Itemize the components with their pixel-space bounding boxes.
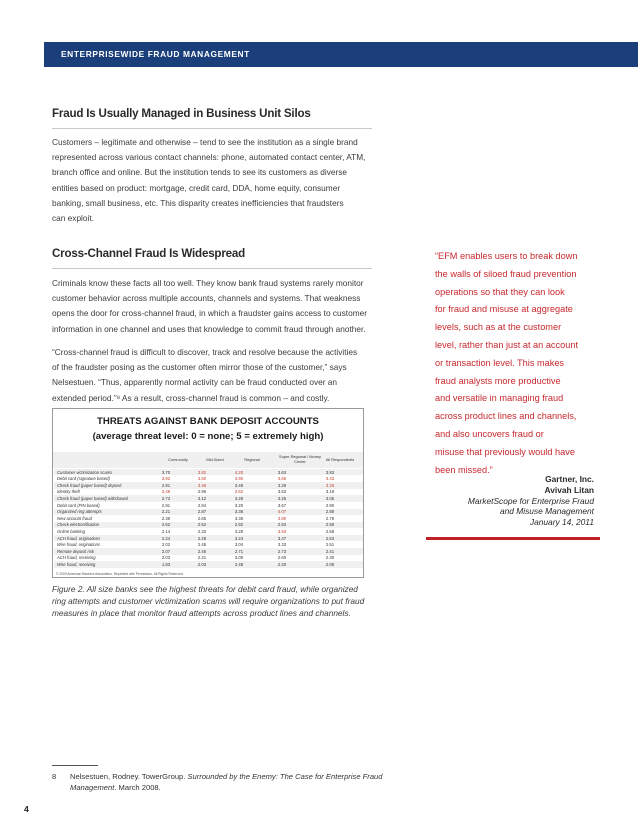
row-value: 2.87	[197, 509, 207, 515]
row-value: 3.36	[234, 509, 244, 515]
table-row	[54, 509, 363, 515]
footnote-title-cont: Management	[70, 783, 115, 792]
row-value: 2.45	[197, 542, 207, 548]
row-label: Remote deposit risk	[57, 548, 95, 554]
attribution-source: and Misuse Management	[499, 506, 594, 517]
row-value: 2.09	[325, 562, 335, 568]
quote-line: operations so that they can look	[435, 286, 565, 297]
row-value: 3.49	[161, 489, 171, 495]
row-label: Online banking	[57, 529, 85, 535]
section-header-bar	[44, 42, 638, 67]
table-subtitle: (average threat level: 0 = none; 5 = extremely high)	[92, 431, 324, 442]
row-value: 2.07	[161, 548, 171, 554]
row-label: Organized ring attempts	[57, 509, 102, 515]
row-value: 3.90	[234, 476, 244, 482]
row-value: 2.91	[161, 502, 171, 508]
row-value: 3.20	[234, 502, 244, 508]
row-value: 2.28	[197, 535, 207, 541]
table-row	[54, 515, 363, 521]
row-value: 2.84	[197, 502, 207, 508]
paragraph-line: information in one channel and uses that knowledge to commit fraud through another.	[52, 323, 366, 334]
attribution-author: Avivah Litan	[544, 484, 594, 495]
quote-line: fraud analysts more productive	[435, 375, 561, 386]
row-value: 2.02	[161, 542, 171, 548]
row-value: 2.90	[325, 502, 335, 508]
row-value: 3.93	[277, 529, 287, 535]
quote-line: levels, such as at the customer	[435, 322, 562, 333]
section2-paragraph-1	[52, 276, 367, 337]
quote-line: for fraud and misuse at aggregate	[435, 304, 573, 315]
caption-line: ring attempts and customer victimization scams will require organizations to put fraud	[52, 596, 365, 607]
page-number: 4	[24, 804, 29, 814]
row-label: Check fraud (paper based) deposit	[57, 482, 122, 488]
row-value: 2.65	[197, 515, 207, 521]
row-value: 2.20	[277, 562, 287, 568]
row-value: 3.05	[325, 496, 335, 502]
row-value: 3.12	[197, 496, 207, 502]
row-value: 3.43	[325, 476, 335, 482]
table-column-header: Regional	[244, 457, 260, 462]
row-value: 3.28	[234, 496, 244, 502]
quote-line: across product lines and channels,	[435, 411, 577, 422]
table-title: THREATS AGAINST BANK DEPOSIT ACCOUNTS	[97, 416, 319, 427]
row-value: 3.67	[277, 502, 287, 508]
row-value: 2.53	[325, 535, 335, 541]
paragraph-line: represented across various contact channels: phone, automated contact center, ATM,	[52, 152, 366, 163]
quote-line: the walls of siloed fraud prevention	[435, 268, 577, 279]
row-value: 2.58	[325, 529, 335, 535]
table-row	[54, 476, 363, 482]
row-label: Check fraud (paper based) withdrawal	[57, 496, 128, 502]
row-value: 2.30	[325, 555, 335, 561]
row-value: 2.71	[234, 548, 244, 554]
section2-rule	[52, 268, 372, 269]
row-value: 2.59	[325, 522, 335, 528]
footnote-line-1	[52, 771, 383, 782]
table-row	[54, 548, 363, 554]
pull-quote-box	[426, 240, 600, 540]
attribution-org: Gartner, Inc.	[545, 474, 594, 484]
footnote-citation: Nelsestuen, Rodney. TowerGroup.	[70, 772, 188, 781]
quote-line: or transaction level. This makes	[435, 357, 565, 368]
paragraph-line: Criminals know these facts all too well. They know bank fraud systems rarely monitor	[52, 278, 364, 288]
section2-paragraph-2	[52, 345, 357, 406]
table-header-row	[53, 452, 363, 468]
row-value: 2.92	[234, 522, 244, 528]
row-value: 3.33	[277, 542, 287, 548]
row-label: Wire fraud, receiving	[57, 562, 96, 568]
row-label: New account fraud	[57, 515, 92, 521]
footnote-rule	[52, 765, 98, 766]
table-copyright: © 2009 American Bankers Association. Reprinted with Permission. All Rights Reserved.	[56, 572, 184, 576]
row-value: 2.60	[277, 555, 287, 561]
row-value: 3.25	[325, 482, 335, 488]
row-value: 2.73	[161, 496, 171, 502]
table-column-header: Super-Regional / Money Center	[279, 454, 321, 464]
row-value: 3.00	[234, 555, 244, 561]
paragraph-line: opens the door for cross-channel fraud, in which a fraudster gains access to customer	[52, 308, 367, 319]
table-row	[54, 528, 363, 534]
paragraph-line: banking, small business, etc. This disparity creates inefficiencies that fraudsters	[52, 197, 344, 208]
quote-attribution	[468, 474, 594, 528]
row-value: 3.52	[234, 489, 244, 495]
row-label: Debit card (signature based)	[57, 476, 110, 482]
paragraph-line: can exploit.	[52, 213, 94, 224]
section1-title: Fraud Is Usually Managed in Business Unit Silos	[52, 107, 311, 120]
table-row	[54, 555, 363, 561]
row-value: 2.03	[161, 555, 171, 561]
row-value: 2.96	[197, 489, 207, 495]
row-value: 3.36	[234, 515, 244, 521]
row-value: 3.46	[234, 482, 244, 488]
section2-title: Cross-Channel Fraud Is Widespread	[52, 247, 246, 260]
pull-quote-text	[435, 248, 578, 479]
table-row	[54, 502, 363, 508]
row-value: 2.39	[161, 515, 171, 521]
row-label: ACH fraud, receiving	[57, 555, 96, 561]
row-value: 2.45	[197, 548, 207, 554]
row-value: 2.73	[277, 548, 287, 554]
row-value: 3.25	[277, 496, 287, 502]
caption-line: Figure 2. All size banks see the highest threats for debit card fraud, while organized	[52, 584, 358, 594]
row-value: 3.29	[277, 482, 287, 488]
figure-caption	[52, 583, 364, 620]
footnote-number: 8	[52, 772, 57, 781]
section1-paragraph	[52, 135, 365, 226]
table-row	[54, 522, 363, 528]
row-label: ACH fraud, originations	[57, 535, 101, 541]
footnote-title: Surrounded by the Enemy: The Case for Enterprise Fraud	[187, 772, 383, 781]
row-value: 4.07	[277, 509, 287, 515]
footnote	[52, 771, 383, 793]
section-header-label: ENTERPRISEWIDE FRAUD MANAGEMENT	[61, 49, 250, 59]
table-column-header: Mid-Sized	[206, 457, 224, 462]
table-row	[54, 542, 363, 548]
table-row	[54, 482, 363, 488]
row-value: 3.83	[325, 469, 335, 475]
row-value: 2.33	[197, 529, 207, 535]
paragraph-line: Nelsestuen. “Thus, apparently normal activity can be fraud conducted over an	[52, 377, 338, 388]
quote-line: level, rather than just at an account	[435, 339, 579, 350]
row-value: 2.52	[161, 522, 171, 528]
row-label: Identity theft	[57, 489, 80, 495]
table-row	[54, 469, 363, 475]
table-column-header: Community	[168, 457, 188, 462]
row-value: 3.46	[197, 482, 207, 488]
paragraph-line: extended period.”⁸ As a result, cross-channel fraud is common – and costly.	[52, 392, 330, 403]
row-value: 2.24	[161, 535, 171, 541]
paragraph-line: “Cross-channel fraud is difficult to discover, track and resolve because the activities	[52, 347, 358, 357]
attribution-date: January 14, 2011	[529, 517, 594, 528]
paragraph-line: branch office and online. But the institution tends to see its customers as diverse	[52, 167, 348, 178]
row-value: 2.48	[234, 562, 244, 568]
quote-line: and versatile in managing fraud	[435, 393, 564, 404]
row-value: 3.24	[234, 535, 244, 541]
row-value: 2.91	[161, 482, 171, 488]
row-label: Customer victimization scams	[57, 469, 113, 475]
attribution-source: MarketScope for Enterprise Fraud	[467, 495, 594, 506]
table-column-header: All Respondents	[325, 457, 355, 462]
row-value: 3.92	[161, 476, 171, 482]
row-value: 2.41	[325, 548, 335, 554]
table-row	[54, 561, 363, 567]
row-value: 2.51	[325, 542, 335, 548]
quote-line: misuse that previously would have	[435, 446, 575, 457]
section1-rule	[52, 128, 372, 129]
row-value: 2.21	[161, 509, 171, 515]
paragraph-line: entities based on product: mortgage, credit card, DDA, home equity, consumer	[52, 182, 341, 193]
row-label: Wire fraud, originations	[57, 542, 101, 548]
row-value: 2.21	[197, 555, 207, 561]
row-value: 3.80	[277, 515, 287, 521]
footnote-date: . March 2008.	[114, 783, 161, 792]
row-value: 3.70	[161, 469, 171, 475]
row-value: 2.83	[277, 522, 287, 528]
row-label: Debit card (PIN based)	[57, 502, 100, 508]
table-row	[54, 489, 363, 495]
row-value: 2.88	[325, 509, 335, 515]
quote-line: “EFM enables users to break down	[435, 251, 578, 261]
table-row	[54, 495, 363, 501]
row-value: 2.14	[161, 529, 171, 535]
footnote-line-2	[52, 782, 383, 793]
row-value: 2.79	[325, 515, 335, 521]
paragraph-line: customer behavior across multiple accounts, channels and systems. That weakness	[52, 293, 361, 304]
row-value: 3.53	[277, 489, 287, 495]
row-value: 3.04	[234, 542, 244, 548]
row-value: 2.52	[197, 522, 207, 528]
row-label: Check electronification	[57, 522, 100, 528]
row-value: 1.83	[161, 562, 171, 568]
threat-table	[52, 408, 364, 578]
row-value: 3.47	[277, 535, 287, 541]
row-value: 3.28	[234, 529, 244, 535]
table-row	[54, 535, 363, 541]
row-value: 3.63	[277, 469, 287, 475]
row-value: 3.60	[197, 476, 207, 482]
row-value: 4.20	[234, 469, 244, 475]
row-value: 3.19	[325, 489, 335, 495]
paragraph-line: of the fraudster posing as the customer often mirror those of the customer,” says	[52, 362, 347, 373]
paragraph-line: Customers – legitimate and otherwise – tend to see the institution as a single brand	[52, 137, 358, 147]
row-value: 3.66	[277, 476, 287, 482]
caption-line: measures in place that monitor fraud attempts across product lines and channels.	[52, 608, 351, 619]
quote-line: been missed.”	[435, 464, 493, 475]
row-value: 2.03	[197, 562, 207, 568]
quote-line: and also uncovers fraud or	[435, 428, 544, 439]
row-value: 3.82	[197, 469, 207, 475]
